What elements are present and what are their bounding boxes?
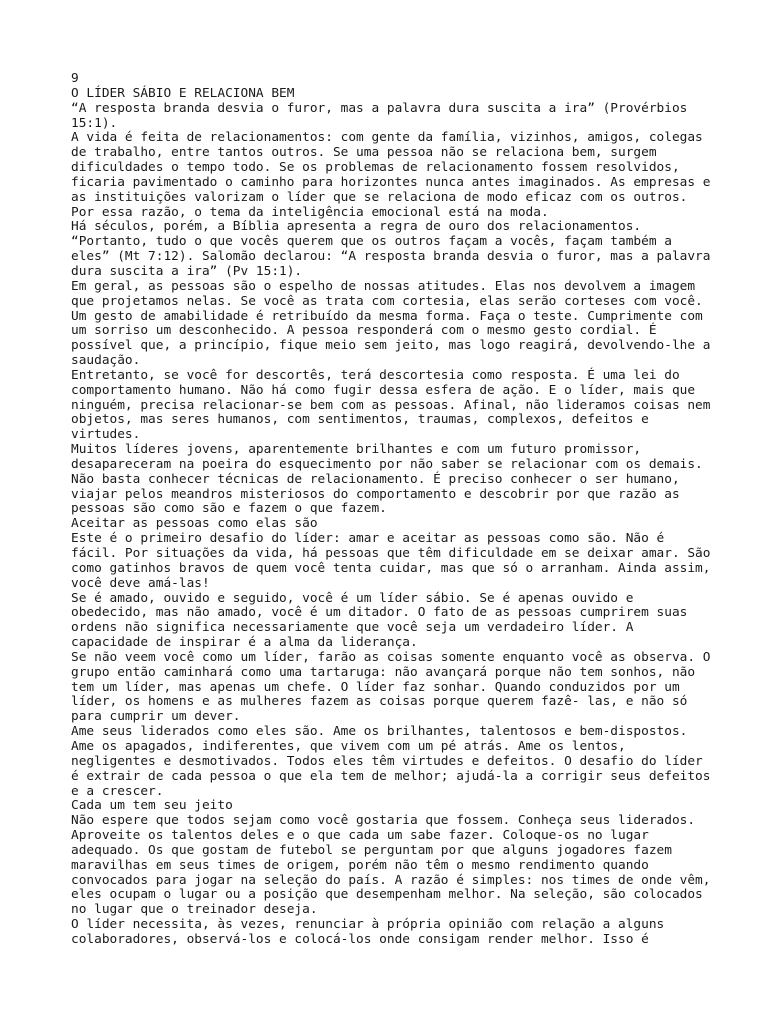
document-line: de trabalho, entre tantos outros. Se uma pessoa não se relaciona bem, surgem [71, 145, 657, 161]
document-line: obedecido, mas não amado, você é um ditador. O fato de as pessoas cumprirem suas [71, 605, 688, 621]
document-line: “Portanto, tudo o que vocês querem que os outros façam a vocês, façam também a [71, 234, 672, 250]
document-line: ficaria pavimentado o caminho para horizontes nunca antes imaginados. As empresas e [71, 174, 711, 190]
document-line: adequado. Os que gostam de futebol se perguntam por que alguns jogadores fazem [71, 842, 672, 858]
document-page [71, 71, 711, 948]
document-line: virtudes. [71, 427, 141, 443]
document-line: Se é amado, ouvido e seguido, você é um líder sábio. Se é apenas ouvido e [71, 590, 634, 606]
document-line: Em geral, as pessoas são o espelho de nossas atitudes. Elas nos devolvem a imagem [71, 278, 696, 294]
document-line: Ame seus liderados como eles são. Ame os brilhantes, talentosos e bem-dispostos. [71, 724, 688, 740]
document-line: fácil. Por situações da vida, há pessoas que têm dificuldade em se deixar amar. São [71, 546, 711, 561]
document-line: negligentes e desmotivados. Todos eles têm virtudes e defeitos. O desafio do líder [71, 753, 703, 769]
document-line: capacidade de inspirar é a alma da liderança. [71, 635, 418, 651]
document-line: Um gesto de amabilidade é retribuído da mesma forma. Faça o teste. Cumprimente com [71, 308, 703, 324]
document-line: líder, os homens e as mulheres fazem as coisas porque querem fazê- las, e não só [71, 694, 688, 710]
document-line: é extrair de cada pessoa o que ela tem de melhor; ajudá-la a corrigir seus defeitos [71, 768, 711, 784]
document-line: desapareceram na poeira do esquecimento por não saber se relacionar com os demais. [71, 456, 703, 472]
document-line: e a crescer. [71, 783, 164, 799]
document-line: colaboradores, observá-los e colocá-los onde consigam render melhor. Isso é [71, 931, 649, 947]
document-line: 15:1). [71, 115, 118, 131]
document-line: como gatinhos bravos de quem você tenta cuidar, mas que só o arranham. Ainda assim, [71, 560, 711, 576]
document-line: eles” (Mt 7:12). Salomão declarou: “A resposta branda desvia o furor, mas a palavra [71, 249, 711, 265]
document-line: Cada um tem seu jeito [71, 798, 233, 814]
document-line: viajar pelos meandros misteriosos do comportamento e descobrir por que razão as [71, 486, 680, 502]
document-line: dura suscita a ira” (Pv 15:1). [71, 263, 303, 279]
document-line: ordens não significa necessariamente que você seja um verdadeiro líder. A [71, 620, 634, 636]
document-line: objetos, mas seres humanos, com sentimentos, traumas, complexos, defeitos e [71, 412, 649, 428]
document-line: no lugar que o treinador deseja. [71, 902, 318, 918]
document-line: Entretanto, se você for descortês, terá descortesia como resposta. É uma lei do [71, 367, 680, 383]
document-line: tem um líder, mas apenas um chefe. O líder faz sonhar. Quando conduzidos por um [71, 679, 680, 695]
document-line: maravilhas em seus times de origem, porém não têm o mesmo rendimento quando [71, 857, 649, 873]
document-line: Este é o primeiro desafio do líder: amar e aceitar as pessoas como são. Não é [71, 531, 665, 547]
document-line: dificuldades o tempo todo. Se os problemas de relacionamento fossem resolvidos, [71, 160, 680, 176]
document-line: O LÍDER SÁBIO E RELACIONA BEM [71, 85, 295, 101]
document-line: que projetamos nelas. Se você as trata com cortesia, elas serão corteses com você. [71, 293, 703, 309]
document-line: convocados para jogar na seleção do país. A razão é simples: nos times de onde vêm, [71, 872, 711, 888]
document-line: Aceitar as pessoas como elas são [71, 516, 318, 532]
document-line: comportamento humano. Não há como fugir dessa esfera de ação. E o líder, mais que [71, 382, 696, 398]
document-line: A vida é feita de relacionamentos: com gente da família, vizinhos, amigos, colegas [71, 130, 703, 146]
document-line: para cumprir um dever. [71, 709, 241, 725]
document-line: Ame os apagados, indiferentes, que vivem com um pé atrás. Ame os lentos, [71, 738, 626, 754]
document-line: Por essa razão, o tema da inteligência emocional está na moda. [71, 204, 549, 220]
document-line: ninguém, precisa relacionar-se bem com as pessoas. Afinal, não lideramos coisas nem [71, 397, 711, 413]
document-line: Aproveite os talentos deles e o que cada um sabe fazer. Coloque-os no lugar [71, 828, 649, 844]
document-line: pessoas são como são e fazem o que fazem. [71, 501, 387, 517]
document-line: um sorriso um desconhecido. A pessoa responderá com o mesmo gesto cordial. É [71, 323, 657, 339]
document-line: eles ocupam o lugar ou a posição que desempenham melhor. Na seleção, são colocados [71, 887, 703, 903]
document-line: saudação. [71, 353, 141, 369]
document-line: “A resposta branda desvia o furor, mas a palavra dura suscita a ira” (Provérbios [71, 100, 688, 116]
document-line: O líder necessita, às vezes, renunciar à própria opinião com relação a alguns [71, 917, 665, 933]
document-line: Muitos líderes jovens, aparentemente brilhantes e com um futuro promissor, [71, 442, 642, 458]
document-line: Não basta conhecer técnicas de relacionamento. É preciso conhecer o ser humano, [71, 471, 680, 487]
document-line: Não espere que todos sejam como você gostaria que fossem. Conheça seus liderados. [71, 813, 696, 829]
document-line: Há séculos, porém, a Bíblia apresenta a regra de ouro dos relacionamentos. [71, 219, 642, 235]
document-line: as instituições valorizam o líder que se relaciona de modo eficaz com os outros. [71, 189, 688, 205]
document-line: grupo então caminhará como uma tartaruga: não avançará porque não tem sonhos, não [71, 664, 696, 680]
document-line: 9 [71, 71, 79, 86]
document-line: possível que, a princípio, fique meio sem jeito, mas logo reagirá, devolvendo-lhe a [71, 338, 711, 354]
document-line: você deve amá-las! [71, 575, 210, 591]
document-line: Se não veem você como um líder, farão as coisas somente enquanto você as observa. O [71, 649, 711, 665]
